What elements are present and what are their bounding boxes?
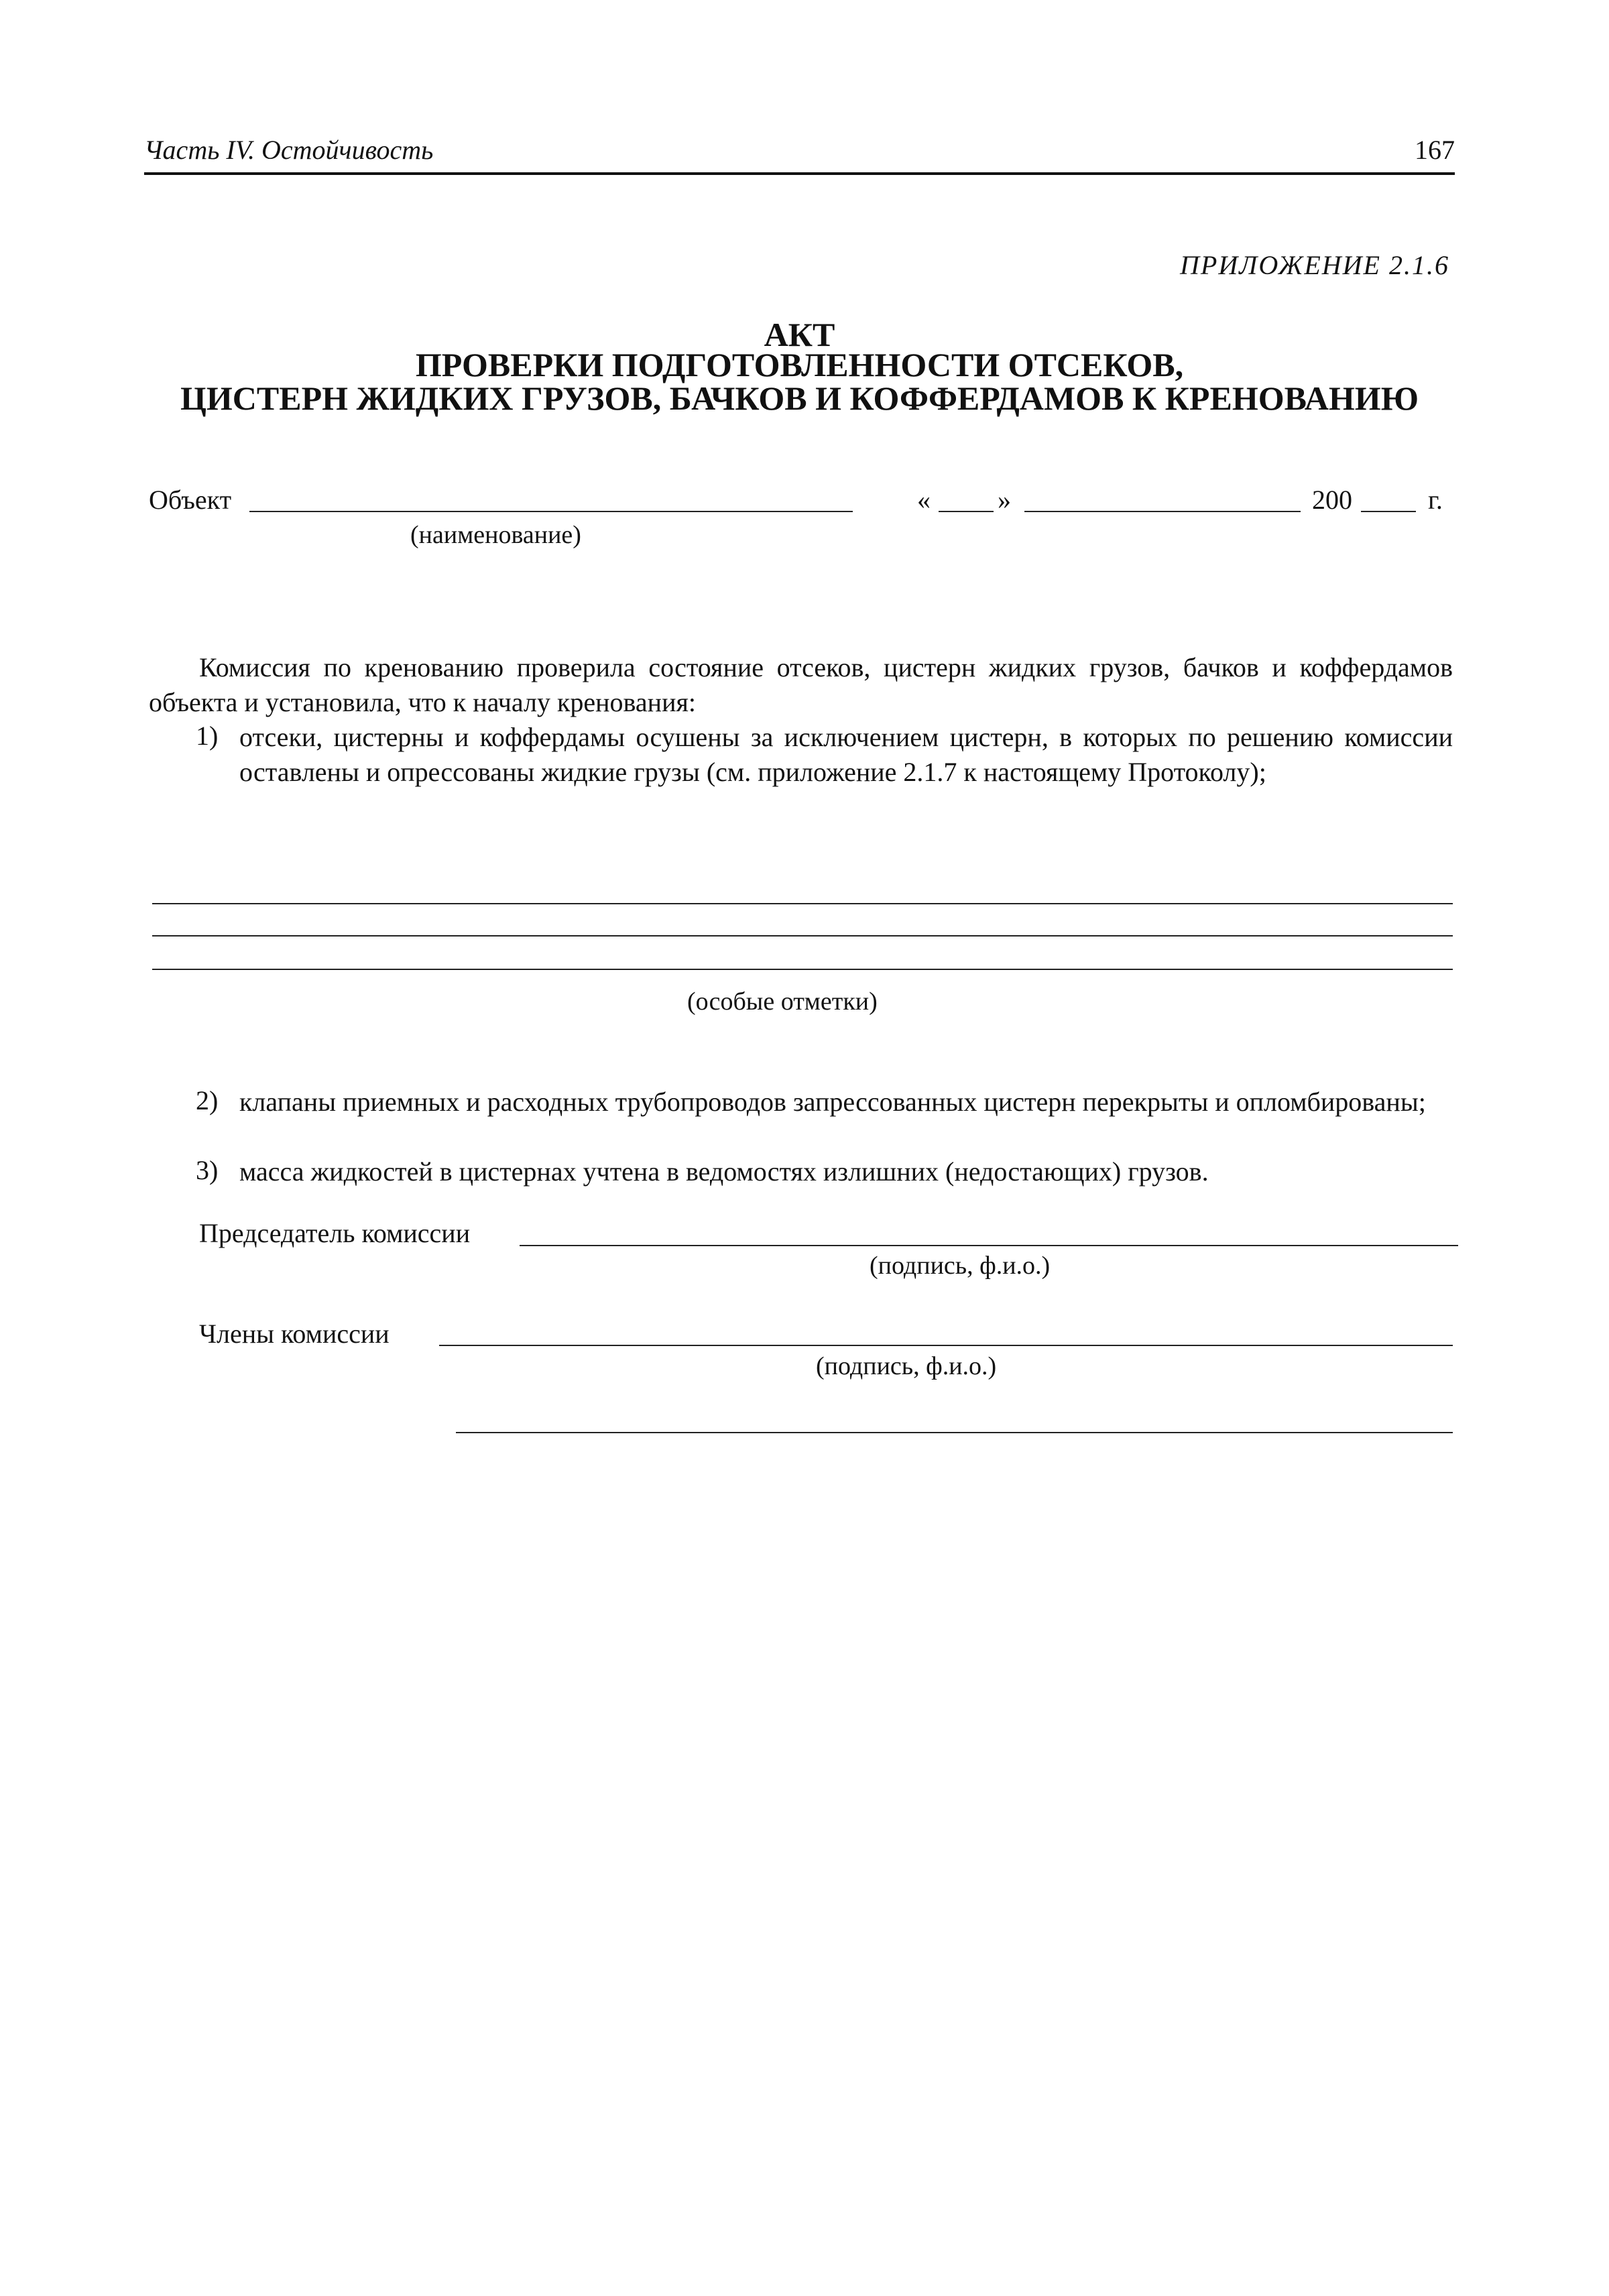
chairman-label: Председатель комиссии [199, 1218, 471, 1248]
members-label: Члены комиссии [199, 1319, 390, 1349]
date-day-field[interactable] [939, 511, 994, 512]
appendix-label: ПРИЛОЖЕНИЕ 2.1.6 [1180, 250, 1449, 280]
document-subtitle-line-2: ЦИСТЕРН ЖИДКИХ ГРУЗОВ, БАЧКОВ И КОФФЕРДАМОВ К КРЕНОВАНИЮ [180, 379, 1419, 417]
date-quote-close: » [998, 485, 1011, 515]
chairman-signature-caption: (подпись, ф.и.о.) [870, 1252, 1051, 1280]
object-name-field[interactable] [249, 511, 853, 512]
special-notes-line[interactable] [152, 903, 1453, 904]
list-item-number: 1) [196, 721, 219, 751]
page-number: 167 [1415, 135, 1455, 165]
list-item-1: отсеки, цистерны и коффердамы осушены за исключением цистерн, в которых по решению комиссии оставлены и опрессованы жидкие грузы (см. приложение 2.1.7 к настоящему Протоколу); [239, 722, 1453, 787]
members-signature-caption: (подпись, ф.и.о.) [816, 1352, 997, 1380]
members-signature-field[interactable] [456, 1432, 1453, 1433]
date-year-field[interactable] [1361, 511, 1416, 512]
date-year-prefix: 200 [1312, 485, 1352, 515]
running-header-section: Часть IV. Остойчивость [144, 135, 434, 165]
list-item-number: 2) [196, 1085, 219, 1115]
object-label: Объект [149, 485, 232, 515]
special-notes-caption: (особые отметки) [687, 987, 878, 1016]
document-subtitle-line-1: ПРОВЕРКИ ПОДГОТОВЛЕННОСТИ ОТСЕКОВ, [415, 346, 1184, 383]
document-title: АКТ [764, 316, 835, 353]
chairman-signature-field[interactable] [520, 1245, 1458, 1246]
object-name-caption: (наименование) [410, 521, 581, 549]
date-month-field[interactable] [1024, 511, 1301, 512]
members-signature-field[interactable] [439, 1345, 1453, 1346]
special-notes-line[interactable] [152, 969, 1453, 970]
list-item-3: масса жидкостей в цистернах учтена в ведомостях излишних (недостающих) грузов. [239, 1156, 1209, 1187]
list-item-2: клапаны приемных и расходных трубопроводов запрессованных цистерн перекрыты и опломбированы; [239, 1087, 1426, 1117]
list-item-number: 3) [196, 1155, 219, 1185]
intro-paragraph: Комиссия по кренованию проверила состояние отсеков, цистерн жидких грузов, бачков и коффердамов объекта и установила, что к началу кренования: [149, 652, 1453, 717]
special-notes-line[interactable] [152, 935, 1453, 936]
date-quote-open: « [917, 485, 931, 515]
date-year-suffix: г. [1428, 485, 1443, 515]
header-rule [144, 172, 1455, 175]
